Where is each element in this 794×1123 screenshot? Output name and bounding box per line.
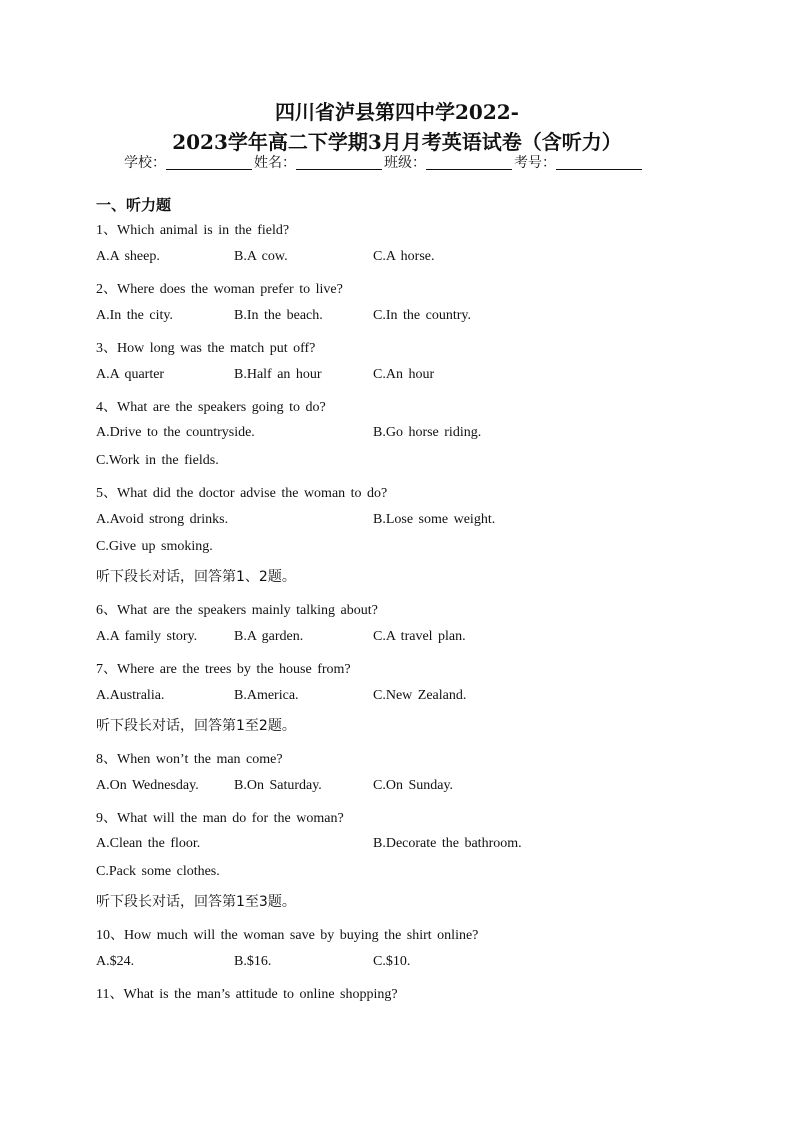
exam-title-line2: 2023学年高二下学期3月月考英语试卷（含听力）: [172, 130, 622, 154]
q10-option-a: A.$24.: [96, 954, 135, 969]
q8-option-c: C.On Sunday.: [373, 778, 454, 793]
q3-option-a: A.A quarter: [96, 367, 165, 382]
q5-option-a: A.Avoid strong drinks.: [96, 512, 229, 527]
q1-option-c: C.A horse.: [373, 249, 435, 264]
instruction-note-1: 听下段长对话，回答第1、2题。: [96, 569, 296, 585]
q1-option-b: B.A cow.: [234, 249, 288, 264]
exam-number-blank[interactable]: [556, 155, 642, 170]
question-2: 2、Where does the woman prefer to live?: [96, 282, 343, 297]
student-info-row: [124, 152, 684, 172]
q3-option-c: C.An hour: [373, 367, 435, 382]
school-blank[interactable]: [166, 155, 252, 170]
school-label: 学校：: [124, 155, 166, 171]
question-7: 7、Where are the trees by the house from?: [96, 662, 351, 677]
q4-option-c: C.Work in the fields.: [96, 453, 219, 468]
q5-option-b: B.Lose some weight.: [373, 512, 496, 527]
q7-option-c: C.New Zealand.: [373, 688, 467, 703]
q3-option-b: B.Half an hour: [234, 367, 322, 382]
q7-option-a: A.Australia.: [96, 688, 165, 703]
instruction-note-3: 听下段长对话，回答第1至3题。: [96, 894, 296, 910]
q8-option-b: B.On Saturday.: [234, 778, 322, 793]
q1-option-a: A.A sheep.: [96, 249, 160, 264]
q10-option-b: B.$16.: [234, 954, 272, 969]
question-10: 10、How much will the woman save by buying the shirt online?: [96, 928, 479, 943]
q6-option-b: B.A garden.: [234, 629, 304, 644]
question-11: 11、What is the man’s attitude to online shopping?: [96, 987, 398, 1002]
name-label: 姓名：: [254, 155, 296, 171]
q7-option-b: B.America.: [234, 688, 299, 703]
name-blank[interactable]: [296, 155, 382, 170]
question-9: 9、What will the man do for the woman?: [96, 811, 344, 826]
section-heading: 一、听力题: [96, 196, 172, 214]
q9-option-c: C.Pack some clothes.: [96, 864, 220, 879]
class-label: 班级：: [384, 155, 426, 171]
q6-option-a: A.A family story.: [96, 629, 198, 644]
q2-option-c: C.In the country.: [373, 308, 471, 323]
q2-option-a: A.In the city.: [96, 308, 173, 323]
q2-option-b: B.In the beach.: [234, 308, 323, 323]
question-5: 5、What did the doctor advise the woman to do?: [96, 486, 388, 501]
q9-option-b: B.Decorate the bathroom.: [373, 836, 522, 851]
q10-option-c: C.$10.: [373, 954, 411, 969]
q4-option-a: A.Drive to the countryside.: [96, 425, 255, 440]
q8-option-a: A.On Wednesday.: [96, 778, 199, 793]
question-1: 1、Which animal is in the field?: [96, 223, 290, 238]
exam-number-label: 考号：: [514, 155, 556, 171]
class-blank[interactable]: [426, 155, 512, 170]
question-8: 8、When won’t the man come?: [96, 752, 283, 767]
q5-option-c: C.Give up smoking.: [96, 539, 213, 554]
q4-option-b: B.Go horse riding.: [373, 425, 482, 440]
q9-option-a: A.Clean the floor.: [96, 836, 201, 851]
question-3: 3、How long was the match put off?: [96, 341, 316, 356]
question-6: 6、What are the speakers mainly talking about?: [96, 603, 378, 618]
q6-option-c: C.A travel plan.: [373, 629, 466, 644]
question-4: 4、What are the speakers going to do?: [96, 400, 326, 415]
instruction-note-2: 听下段长对话，回答第1至2题。: [96, 718, 296, 734]
exam-title-line1: 四川省泸县第四中学2022-: [275, 100, 519, 124]
